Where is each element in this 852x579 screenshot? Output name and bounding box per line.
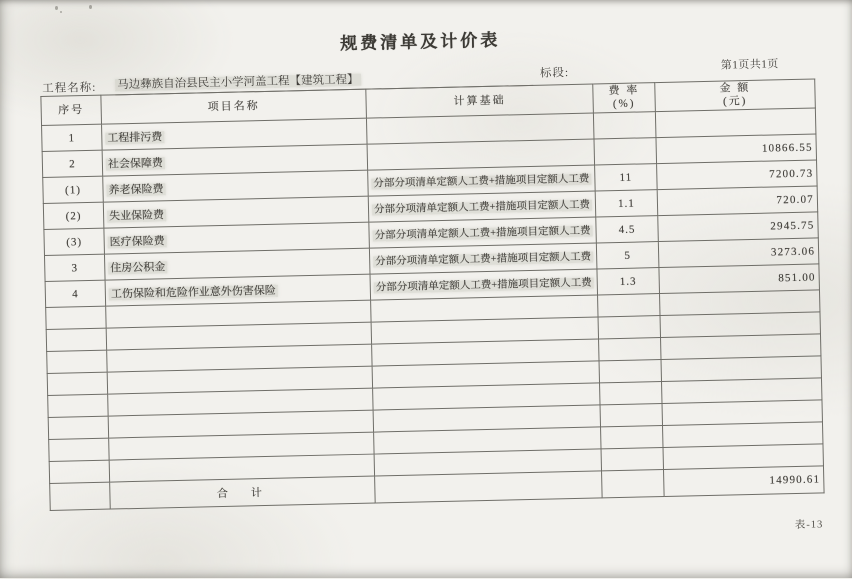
cell-seq-empty (46, 306, 106, 329)
col-header-calc-basis-text: 计算基础 (453, 94, 506, 108)
cell-rate (594, 138, 657, 165)
cell-rate: 11 (595, 164, 658, 191)
cell-seq-empty (48, 394, 108, 417)
total-rate-cell (602, 470, 665, 498)
cell-rate: 1.1 (595, 190, 658, 217)
cell-rate-empty (600, 382, 662, 405)
scan-speck (89, 5, 92, 9)
cell-seq: 4 (45, 280, 106, 307)
cell-seq-empty (49, 460, 109, 483)
total-seq-cell (50, 482, 111, 510)
project-name-value: 马边彝族自治县民主小学河盖工程【建筑工程】 (117, 73, 359, 92)
cell-rate: 4.5 (596, 216, 659, 243)
page-indicator: 第1页共1页 (720, 58, 779, 72)
cell-item-name-text: 工程排污费 (107, 130, 163, 145)
col-header-amount-unit: (元) (722, 95, 748, 108)
scan-speck (60, 11, 62, 13)
cell-seq: (2) (43, 202, 104, 229)
cell-calc-basis-text: 分部分项清单定额人工费+措施项目定额人工费 (375, 277, 592, 294)
form-number: 表-13 (794, 519, 824, 532)
scan-speck (55, 6, 58, 10)
cell-amount: 7200.73 (657, 160, 818, 190)
col-header-seq (41, 95, 102, 125)
cell-amount (655, 108, 816, 138)
cell-amount: 851.00 (659, 264, 820, 294)
cell-rate-empty (598, 316, 660, 339)
cell-calc-basis-text: 分部分项清单定额人工费+措施项目定额人工费 (375, 251, 592, 268)
cell-rate-empty (599, 338, 661, 361)
cell-seq-empty (46, 328, 106, 351)
cell-seq-empty (47, 350, 107, 373)
fee-table (40, 78, 824, 510)
cell-calc-basis-text: 分部分项清单定额人工费+措施项目定额人工费 (374, 225, 591, 242)
cell-item-name-text: 养老保险费 (108, 182, 164, 197)
cell-seq-empty (47, 372, 107, 395)
table-body (42, 108, 824, 483)
cell-amount: 2945.75 (658, 212, 819, 242)
page-title: 规费清单及计价表 (340, 30, 501, 54)
cell-seq: 2 (42, 150, 103, 177)
cell-item-name-text: 医疗保险费 (109, 234, 165, 249)
section-label: 标段: (539, 67, 570, 80)
cell-rate: 1.3 (597, 268, 660, 295)
cell-item-name-text: 失业保险费 (108, 208, 165, 223)
cell-seq: (3) (44, 228, 105, 255)
cell-amount: 720.07 (657, 186, 818, 216)
col-header-rate-text: 费 率 (608, 84, 640, 98)
cell-seq: 1 (42, 124, 103, 151)
cell-rate (593, 112, 656, 139)
cell-seq-empty (49, 438, 109, 461)
total-basis-cell (375, 471, 603, 503)
cell-amount: 3273.06 (658, 238, 819, 268)
col-header-amount-text: 金 额 (719, 82, 751, 96)
col-header-amount (655, 79, 816, 112)
cell-item-name-text: 工伤保险和危险作业意外伤害保险 (110, 284, 276, 301)
cell-rate-empty (601, 448, 663, 471)
total-label-cell: 合 计 (110, 476, 376, 509)
cell-calc-basis-text: 分部分项清单定额人工费+措施项目定额人工费 (373, 173, 590, 190)
project-name-label: 工程名称: (42, 81, 97, 96)
col-header-seq-text: 序号 (58, 103, 85, 117)
cell-rate: 5 (596, 242, 659, 269)
cell-rate-empty (599, 360, 661, 383)
cell-amount: 10866.55 (656, 134, 817, 164)
cell-rate-empty (598, 294, 660, 317)
col-header-rate-unit: (%) (612, 97, 636, 111)
col-header-item-name-text: 项目名称 (207, 99, 260, 113)
cell-item-name-text: 住房公积金 (110, 260, 166, 275)
cell-seq: (1) (43, 176, 104, 203)
cell-seq-empty (48, 416, 108, 439)
cell-rate-empty (600, 404, 662, 427)
col-header-rate (593, 83, 656, 113)
cell-seq: 3 (44, 254, 105, 281)
cell-calc-basis-text: 分部分项清单定额人工费+措施项目定额人工费 (373, 199, 591, 216)
total-amount-cell: 14990.61 (664, 466, 825, 497)
cell-item-name-text: 社会保障费 (107, 156, 164, 171)
cell-rate-empty (601, 426, 663, 449)
